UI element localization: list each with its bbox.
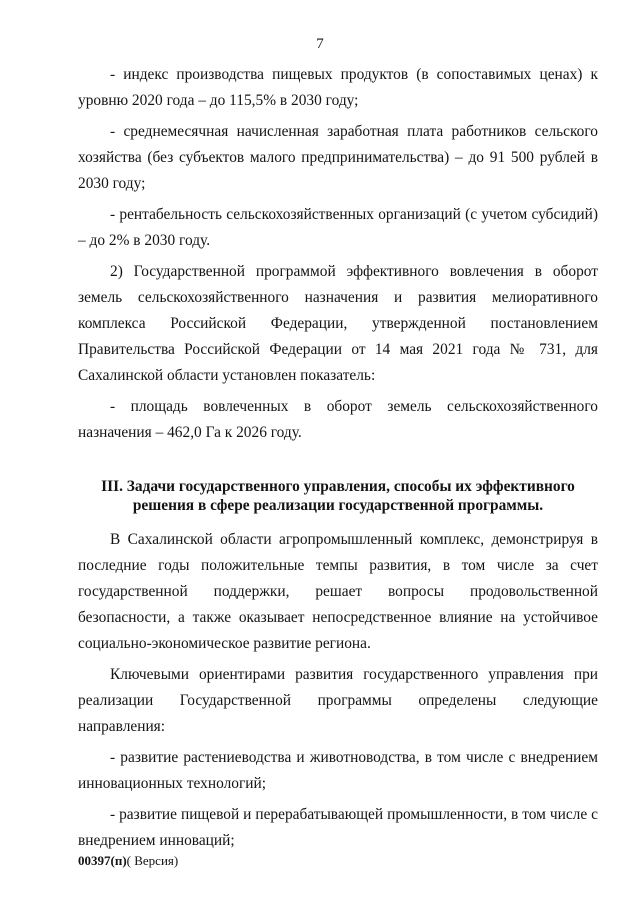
paragraph-average-salary: - среднемесячная начисленная заработная плата работников сельского хозяйства (без субъектов малого предпринимательства) – до 91 500 рублей в 2030 году;: [78, 123, 598, 192]
document-body: [78, 62, 598, 859]
paragraph-crop-livestock: - развитие растениеводства и животноводства, в том числе с внедрением инновационных технологий;: [78, 749, 598, 792]
paragraph-key-directions: Ключевыми ориентирами развития государственного управления при реализации Государственной программы определены следующие направления:: [78, 666, 598, 735]
section-heading-line-2: решения в сфере реализации государственной программы.: [132, 497, 544, 514]
paragraph-agro-complex: В Сахалинской области агропромышленный комплекс, демонстрируя в последние годы положительные темпы развития, в том числе за счет государственной поддержки, решает вопросы продовольственной безопасности, а также оказывает непосредственное влияние на устойчивое социально-экономическое развитие региона.: [78, 531, 598, 652]
paragraph-food-industry: - развитие пищевой и перерабатывающей промышленности, в том числе с внедрением инноваций;: [78, 806, 598, 849]
document-footer: [78, 853, 178, 869]
section-heading: [78, 477, 598, 515]
paragraph-profitability: - рентабельность сельскохозяйственных организаций (с учетом субсидий) – до 2% в 2030 году.: [78, 206, 598, 249]
paragraph-food-production-index: - индекс производства пищевых продуктов (в сопоставимых ценах) к уровню 2020 года – до 115,5% в 2030 году;: [78, 66, 598, 109]
paragraph-land-area: - площадь вовлеченных в оборот земель сельскохозяйственного назначения – 462,0 Га к 2026 году.: [78, 398, 598, 441]
footer-version: ( Версия): [126, 853, 179, 868]
footer-code: 00397(п): [78, 853, 127, 868]
paragraph-land-program: 2) Государственной программой эффективного вовлечения в оборот земель сельскохозяйственного назначения и развития мелиоративного комплекса Российской Федерации, утвержденной постановлением Правительства Российской Федерации от 14 мая 2021 года № 731, для Сахалинской области установлен показатель:: [78, 263, 598, 384]
section-heading-line-1: III. Задачи государственного управления, способы их эффективного: [101, 478, 575, 495]
page-number: 7: [316, 36, 324, 52]
